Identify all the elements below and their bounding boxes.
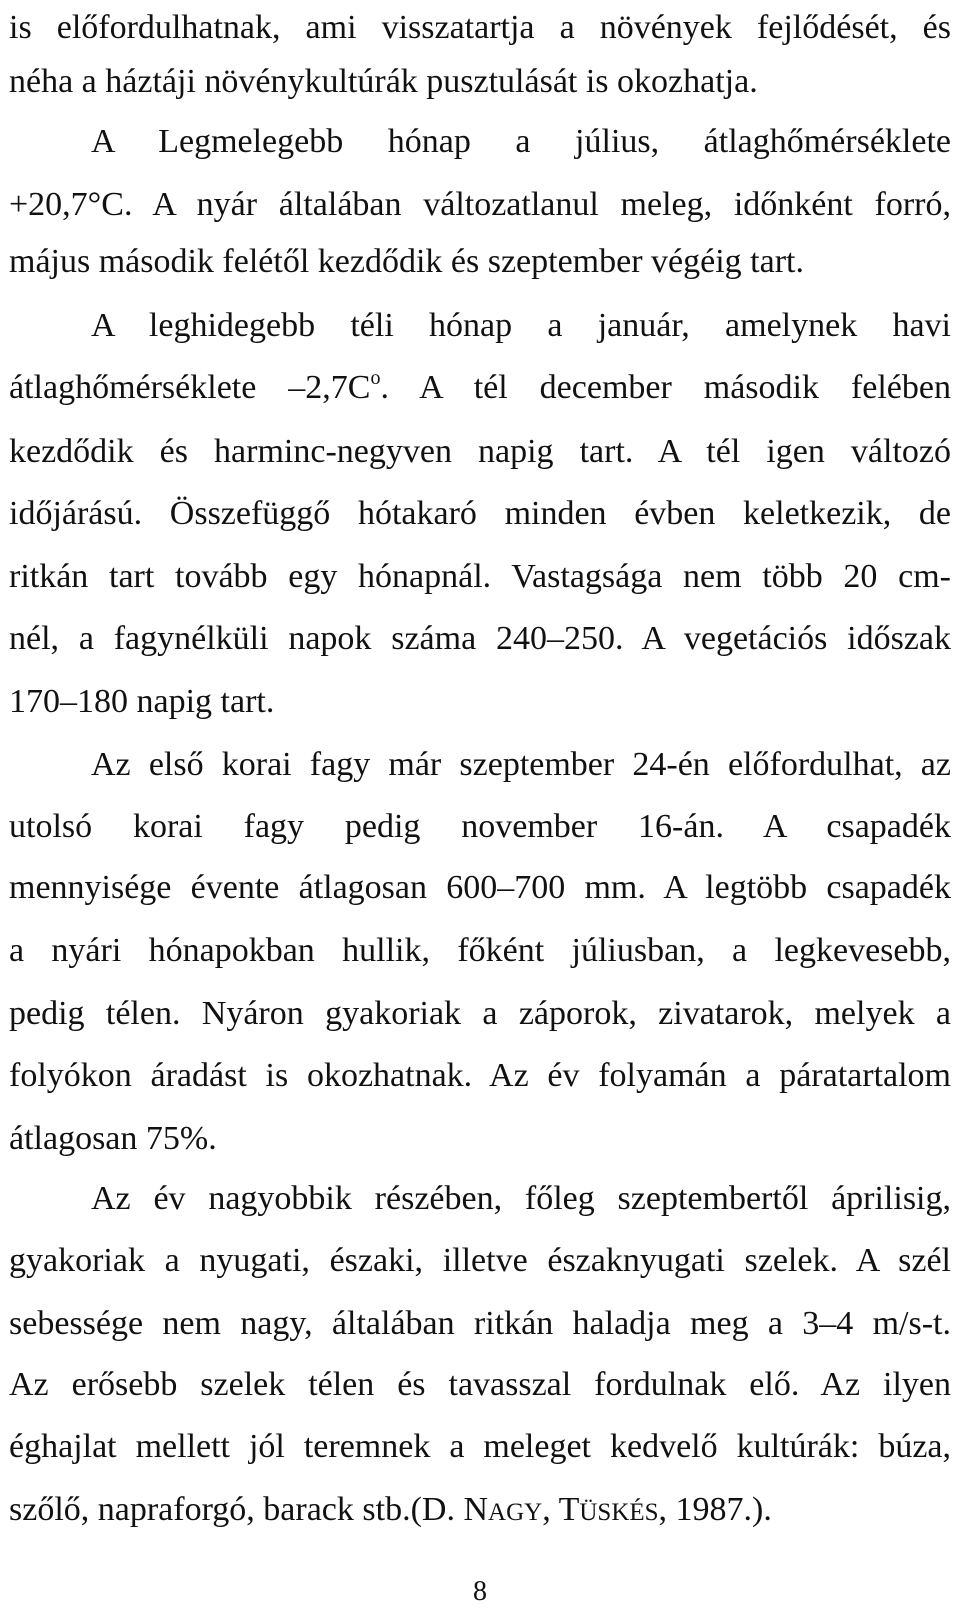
text-line: Az első korai fagy már szeptember 24-én előfordulhat, az [91,746,951,783]
text-line-winter-temperature [9,366,951,410]
citation-separator: , [542,1491,559,1528]
text-line: pedig télen. Nyáron gyakoriak a záporok, zivatarok, melyek a [9,995,951,1032]
text-line: ritkán tart tovább egy hónapnál. Vastagsága nem több 20 cm- [9,558,951,595]
text-line: május második felétől kezdődik és szeptember végéig tart. [9,243,804,280]
text-line: éghajlat mellett jól teremnek a meleget kedvelő kultúrák: búza, [9,1428,951,1465]
text-line: utolsó korai fagy pedig november 16-án. A csapadék [9,808,951,845]
text-line: gyakoriak a nyugati, északi, illetve északnyugati szelek. A szél [9,1242,951,1279]
text-line: kezdődik és harminc-negyven napig tart. A tél igen változó [9,433,951,470]
text-line: a nyári hónapokban hullik, főként júliusban, a legkevesebb, [9,932,951,969]
author-initial: T [558,1491,580,1528]
text-line: mennyisége évente átlagosan 600–700 mm. A legtöbb csapadék [9,869,951,906]
text-line: A leghidegebb téli hónap a január, amelynek havi [91,307,951,344]
text-line: nél, a fagynélküli napok száma 240–250. A vegetációs időszak [9,620,951,657]
author-name-smallcaps: ÜSKÉS [579,1499,659,1526]
text-line: Az év nagyobbik részében, főleg szeptembertől áprilisig, [91,1180,951,1217]
page-number: 8 [473,1576,487,1607]
citation-text: szőlő, napraforgó, barack stb.(D. [9,1491,464,1528]
text-line: +20,7°C. A nyár általában változatlanul meleg, időnként forró, [9,186,951,223]
text-line: is előfordulhatnak, ami visszatartja a növények fejlődését, és [9,9,951,46]
text-line-citation [9,1488,951,1532]
text-line: folyókon áradást is okozhatnak. Az év folyamán a páratartalom [9,1057,951,1094]
degree-superscript: o [370,367,381,389]
winter-temp-text: átlaghőmérséklete –2,7C [9,369,371,406]
text-line: átlagosan 75%. [9,1120,217,1157]
text-line: sebessége nem nagy, általában ritkán haladja meg a 3–4 m/s-t. [9,1305,951,1342]
author-initial: N [463,1491,489,1528]
citation-year: , 1987.). [658,1491,772,1528]
text-line: A Legmelegebb hónap a július, átlaghőmérséklete [91,123,951,160]
text-line: néha a háztáji növénykultúrák pusztulását is okozhatja. [9,63,758,100]
text-line: Az erősebb szelek télen és tavasszal fordulnak elő. Az ilyen [9,1366,951,1403]
winter-temp-text-rest: . A tél december második felében [380,369,951,406]
author-name-smallcaps: AGY [488,1499,543,1526]
text-line: időjárású. Összefüggő hótakaró minden évben keletkezik, de [9,495,951,532]
text-line: 170–180 napig tart. [9,683,275,720]
